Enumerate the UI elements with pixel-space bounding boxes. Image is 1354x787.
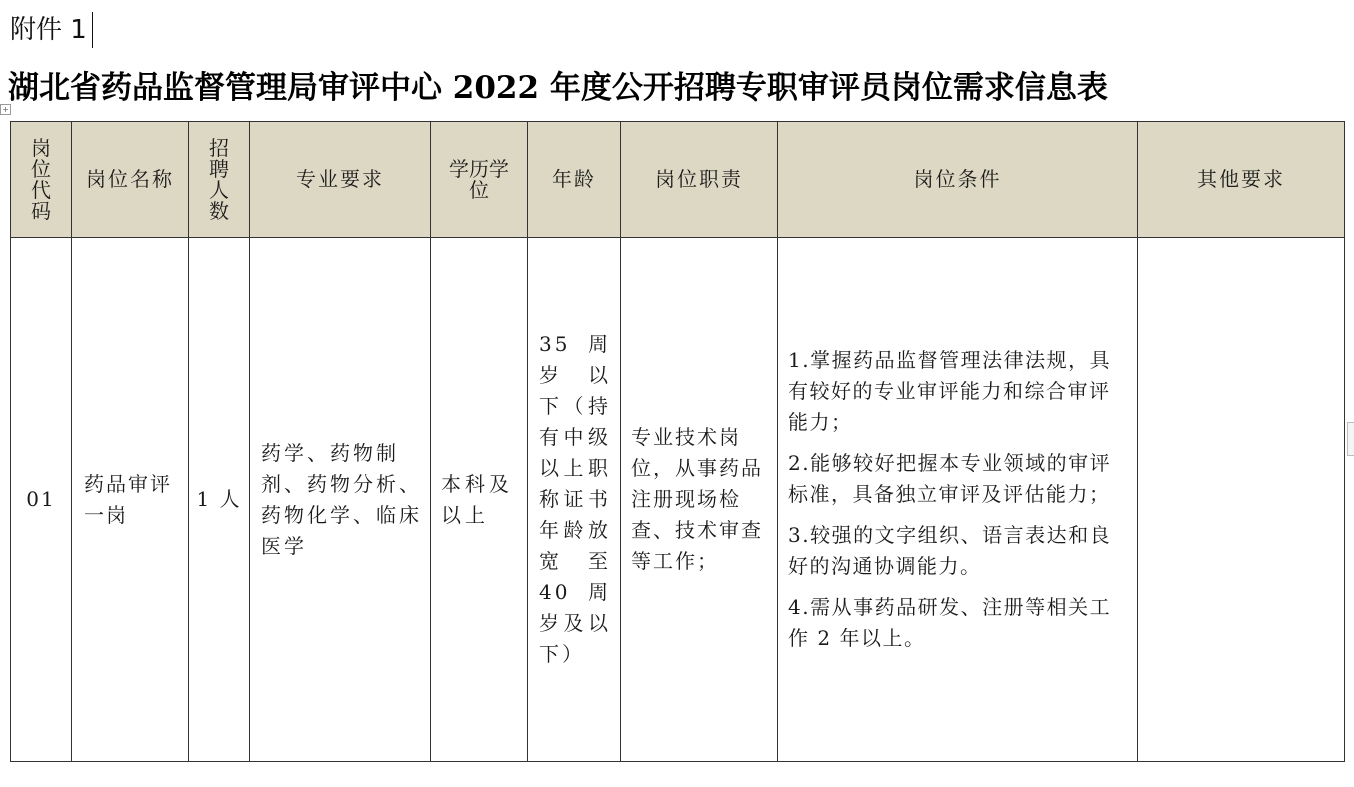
cell-major: 药学、药物制剂、药物分析、药物化学、临床医学 <box>250 238 431 762</box>
cell-count: 1 人 <box>189 238 250 762</box>
header-education: 学历学位 <box>431 122 528 238</box>
table-header-row <box>11 122 1345 238</box>
header-name: 岗位名称 <box>72 122 189 238</box>
table-row <box>11 238 1345 762</box>
header-duties: 岗位职责 <box>621 122 778 238</box>
header-major: 专业要求 <box>250 122 431 238</box>
condition-item: 1.掌握药品监督管理法律法规，具有较好的专业审评能力和综合审评能力； <box>788 348 1112 434</box>
cell-conditions <box>778 238 1138 762</box>
cell-name: 药品审评一岗 <box>72 238 189 762</box>
cell-duties: 专业技术岗位，从事药品注册现场检查、技术审查等工作； <box>621 238 778 762</box>
condition-item: 2.能够较好把握本专业领域的审评标准，具备独立审评及评估能力； <box>788 451 1112 506</box>
cell-other <box>1138 238 1345 762</box>
table-move-handle-icon[interactable]: + <box>0 104 11 115</box>
condition-item: 4.需从事药品研发、注册等相关工作 2 年以上。 <box>788 595 1112 650</box>
header-code: 岗位代码 <box>11 122 72 238</box>
recruitment-table <box>10 121 1345 762</box>
cell-code: 01 <box>11 238 72 762</box>
attachment-label: 附件 1 <box>10 15 87 45</box>
header-other: 其他要求 <box>1138 122 1345 238</box>
cell-education: 本科及以上 <box>431 238 528 762</box>
header-count: 招聘人数 <box>189 122 250 238</box>
header-age: 年龄 <box>528 122 621 238</box>
document-title: 湖北省药品监督管理局审评中心 2022 年度公开招聘专职审评员岗位需求信息表 <box>8 70 1108 106</box>
header-conditions: 岗位条件 <box>778 122 1138 238</box>
cell-age: 35周岁以 下（持有中级以上职称证书年龄放宽至 40 周岁及以下） <box>528 238 621 762</box>
text-cursor <box>92 12 93 48</box>
condition-item: 3.较强的文字组织、语言表达和良好的沟通协调能力。 <box>788 523 1112 578</box>
side-scroll-tab[interactable] <box>1347 422 1354 456</box>
